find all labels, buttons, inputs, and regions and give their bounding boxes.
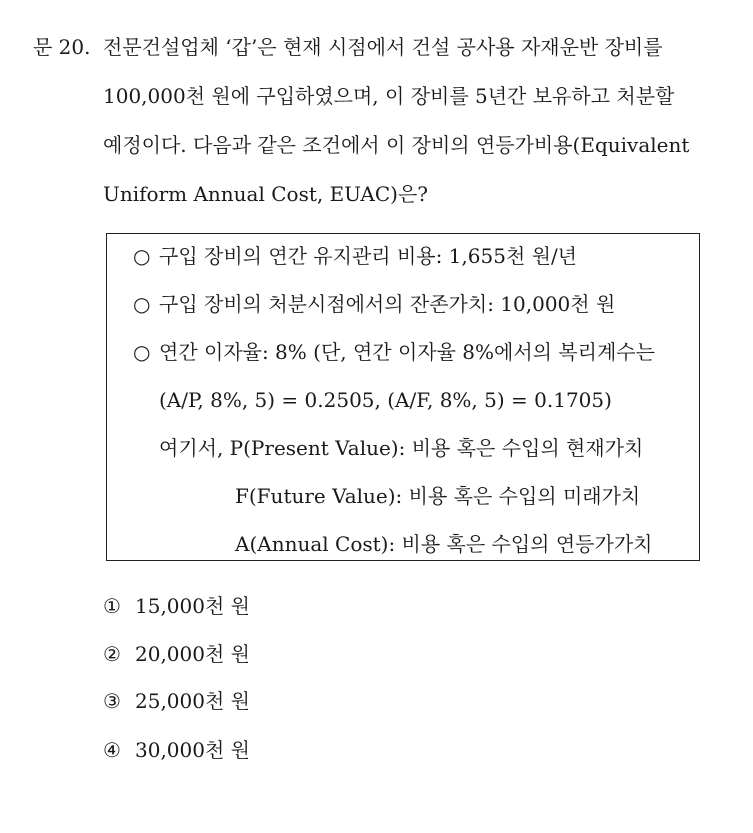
question-line-3: 예정이다. 다음과 같은 조건에서 이 장비의 연등가비용(Equivalent [103, 133, 690, 157]
condition-formula: (A/P, 8%, 5) = 0.2505, (A/F, 8%, 5) = 0.1705) [159, 388, 612, 412]
bullet-icon: ○ [133, 244, 151, 268]
choice-text: 25,000천 원 [135, 689, 250, 713]
choice-text: 15,000천 원 [135, 594, 250, 618]
definition-present-value: 여기서, P(Present Value): 비용 혹은 수입의 현재가치 [159, 436, 644, 460]
choice-mark: ④ [103, 738, 121, 762]
question-line-2: 100,000천 원에 구입하였으며, 이 장비를 5년간 보유하고 처분할 [103, 84, 675, 108]
condition-text: 구입 장비의 처분시점에서의 잔존가치: 10,000천 원 [159, 292, 616, 316]
choice-2[interactable] [103, 640, 250, 668]
choice-1[interactable] [103, 592, 250, 620]
choice-mark: ③ [103, 689, 121, 713]
choice-3[interactable] [103, 687, 250, 715]
condition-item-1 [133, 242, 577, 270]
condition-item-2 [133, 290, 615, 318]
definition-future-value: F(Future Value): 비용 혹은 수입의 미래가치 [235, 484, 641, 508]
question-number: 문 20. [33, 35, 91, 59]
choice-mark: ② [103, 642, 121, 666]
choice-text: 20,000천 원 [135, 642, 250, 666]
choice-4[interactable] [103, 736, 250, 764]
condition-text: 연간 이자율: 8% (단, 연간 이자율 8%에서의 복리계수는 [159, 340, 655, 364]
question-line-4: Uniform Annual Cost, EUAC)은? [103, 182, 429, 206]
conditions-box [106, 233, 700, 561]
condition-text: 구입 장비의 연간 유지관리 비용: 1,655천 원/년 [159, 244, 577, 268]
choice-mark: ① [103, 594, 121, 618]
bullet-icon: ○ [133, 292, 151, 316]
choice-text: 30,000천 원 [135, 738, 250, 762]
bullet-icon: ○ [133, 340, 151, 364]
definition-annual-cost: A(Annual Cost): 비용 혹은 수입의 연등가가치 [235, 532, 653, 556]
question-line-1: 전문건설업체 ‘갑’은 현재 시점에서 건설 공사용 자재운반 장비를 [103, 35, 663, 59]
condition-item-3 [133, 338, 655, 366]
